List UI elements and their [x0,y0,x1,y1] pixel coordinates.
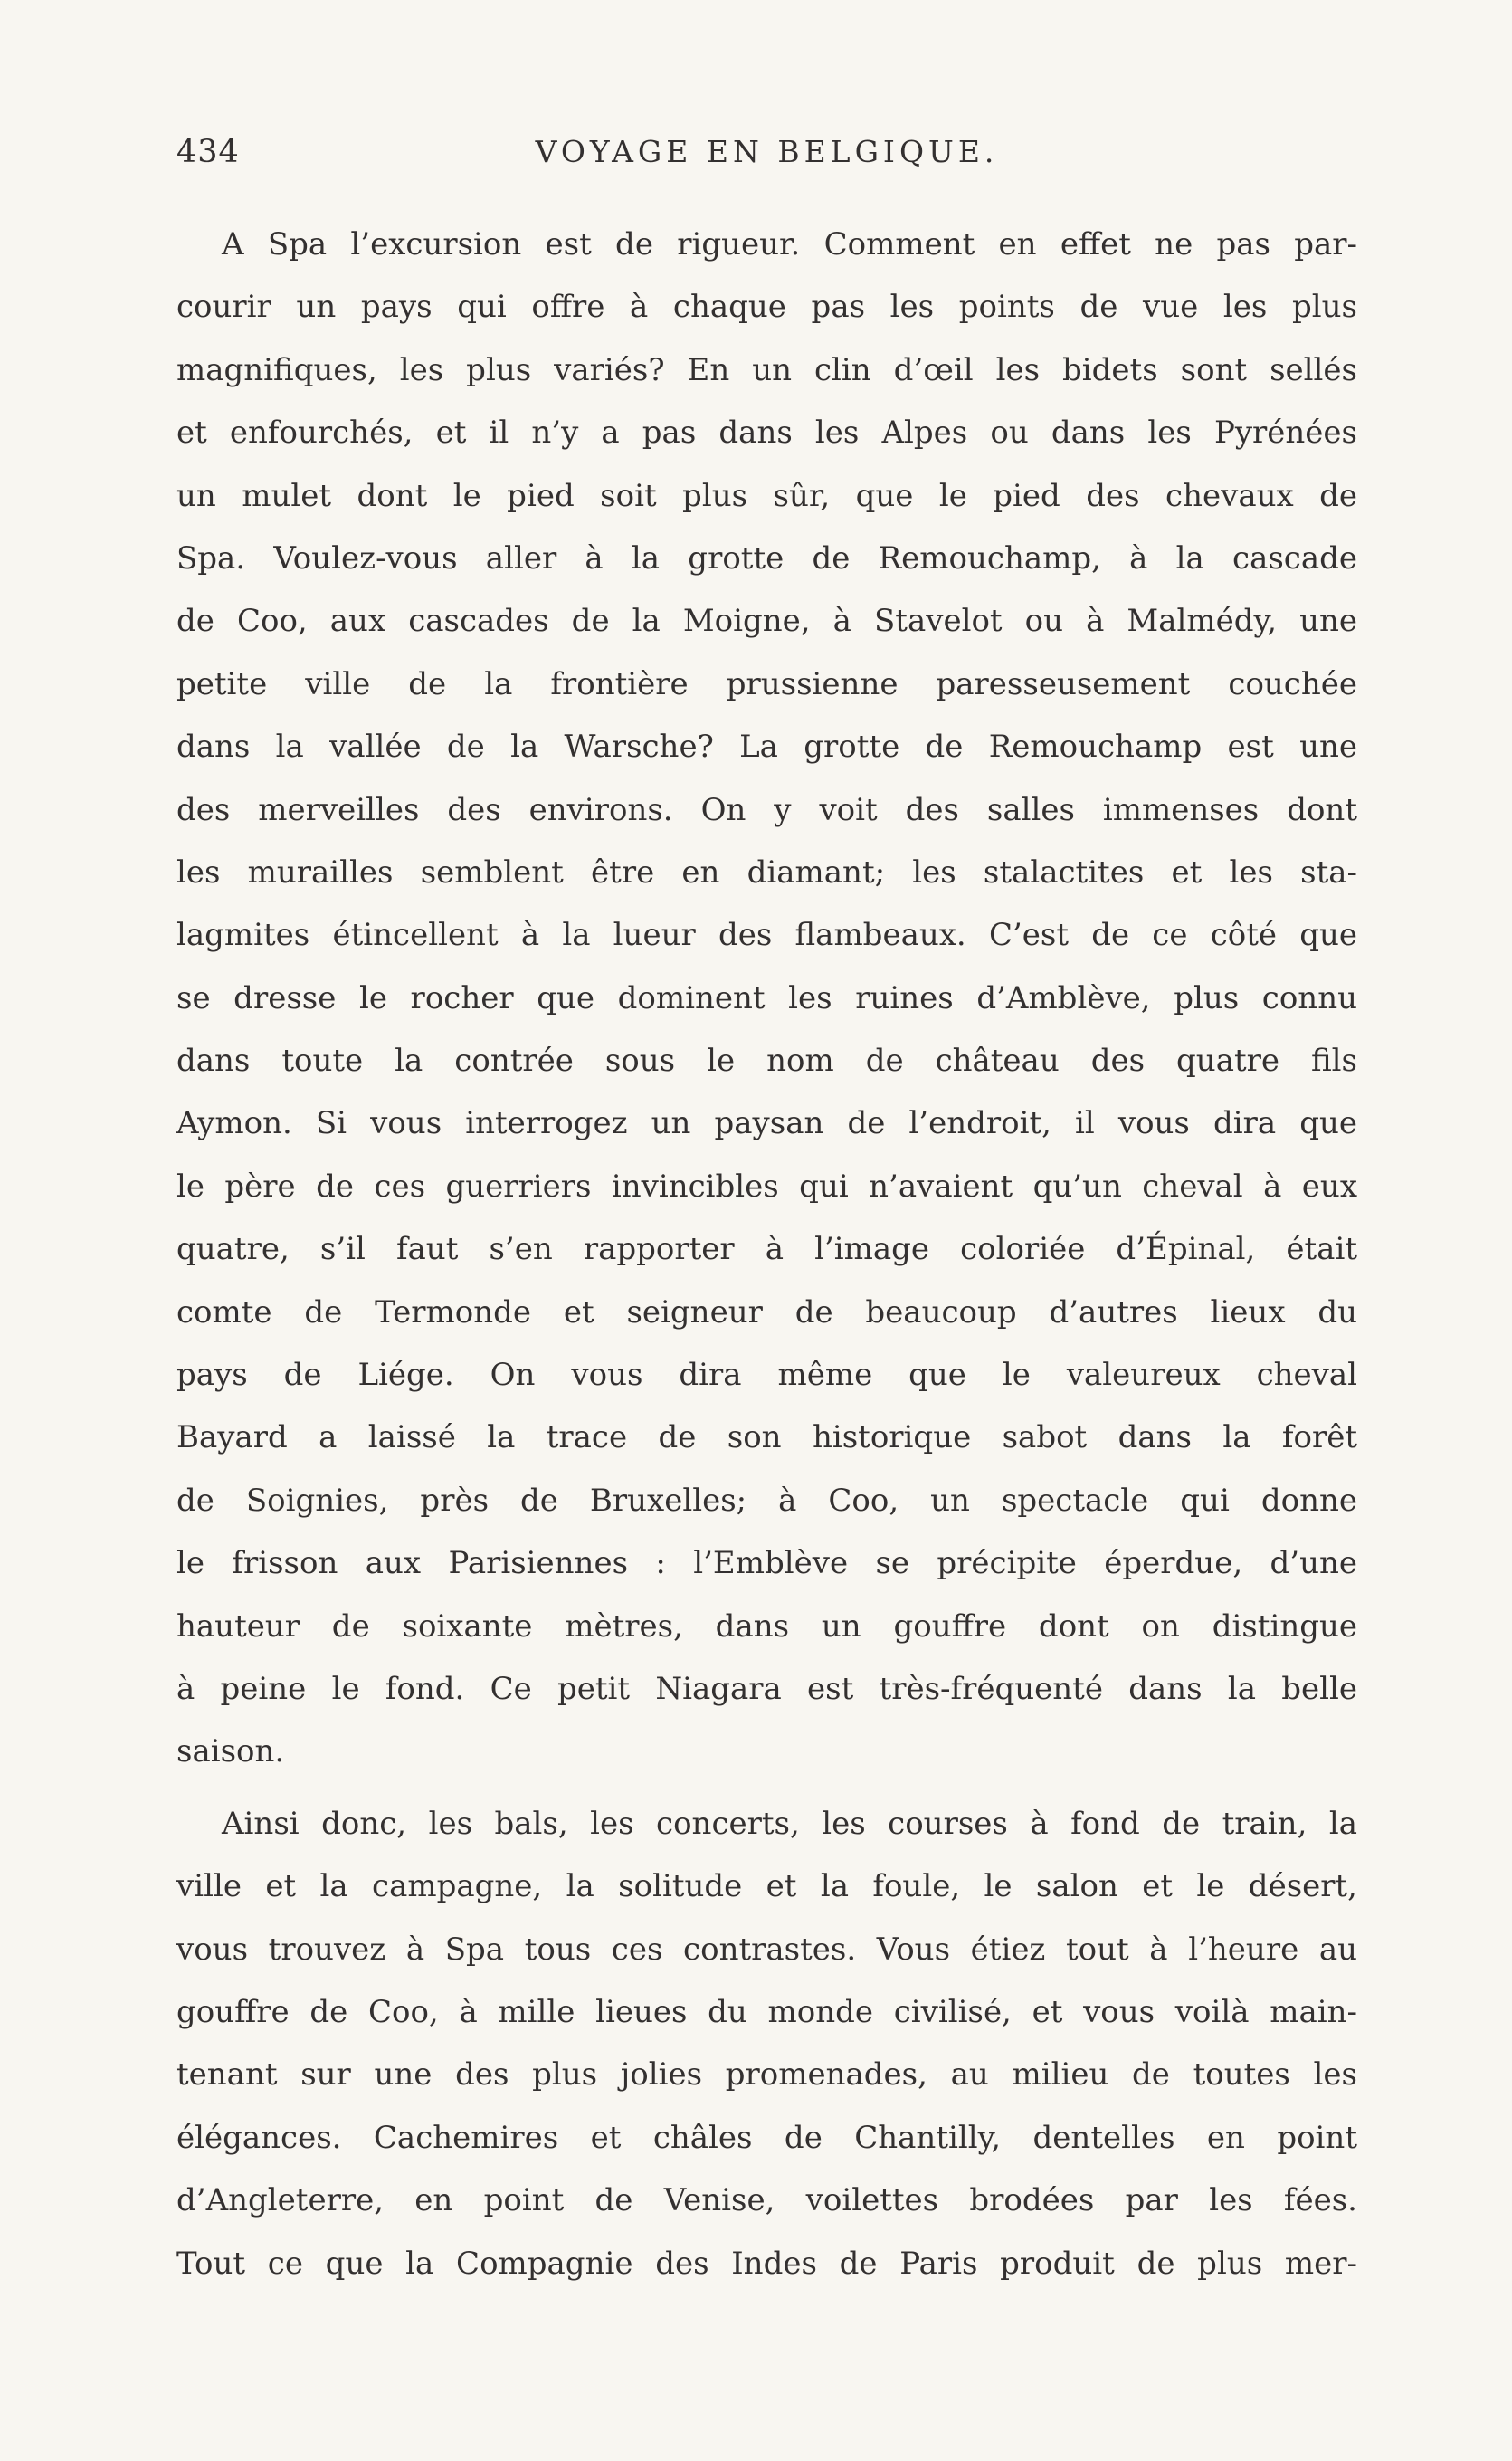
text-line: courir un pays qui offre à chaque pas les points de vue les plus [176,289,1357,326]
text-line: quatre, s’il faut s’en rapporter à l’image coloriée d’Épinal, était [176,1231,1357,1268]
text-line: comte de Termonde et seigneur de beaucoup d’autres lieux du [176,1293,1357,1331]
text-line: se dresse le rocher que dominent les ruines d’Amblève, plus connu [176,979,1357,1016]
page-number: 434 [176,134,240,170]
body-text [176,214,1357,2295]
text-line: dans la vallée de la Warsche? La grotte de Remouchamp est une [176,729,1357,766]
text-line: tenant sur une des plus jolies promenades, au milieu de toutes les [176,2056,1357,2094]
text-line: lagmites étincellent à la lueur des flambeaux. C’est de ce côté que [176,917,1357,954]
text-line: Tout ce que la Compagnie des Indes de Paris produit de plus mer- [176,2245,1357,2282]
paragraph-1 [176,214,1357,1784]
text-line: pays de Liége. On vous dira même que le valeureux cheval [176,1357,1357,1394]
text-line: à peine le fond. Ce petit Niagara est très-fréquenté dans la belle [176,1670,1357,1707]
text-line: un mulet dont le pied soit plus sûr, que le pied des chevaux de [176,477,1357,514]
text-line: saison. [176,1733,285,1770]
text-line: de Soignies, près de Bruxelles; à Coo, un spectacle qui donne [176,1482,1357,1519]
text-line: Spa. Voulez-vous aller à la grotte de Remouchamp, à la cascade [176,539,1357,577]
text-line: les murailles semblent être en diamant; les stalactites et les sta- [176,854,1357,891]
text-line: vous trouvez à Spa tous ces contrastes. Vous étiez tout à l’heure au [176,1931,1357,1968]
text-line: de Coo, aux cascades de la Moigne, à Stavelot ou à Malmédy, une [176,603,1357,640]
text-line: Aymon. Si vous interrogez un paysan de l’endroit, il vous dira que [176,1105,1357,1142]
running-title: VOYAGE EN BELGIQUE. [535,134,999,169]
text-line: le frisson aux Parisiennes : l’Emblève se précipite éperdue, d’une [176,1545,1357,1582]
running-head [176,134,1357,179]
text-line: le père de ces guerriers invincibles qui n’avaient qu’un cheval à eux [176,1168,1357,1205]
text-line: hauteur de soixante mètres, dans un gouffre dont on distingue [176,1607,1357,1645]
text-line: dans toute la contrée sous le nom de château des quatre fils [176,1043,1357,1080]
text-line: petite ville de la frontière prussienne paresseusement couchée [176,665,1357,702]
text-line: ville et la campagne, la solitude et la foule, le salon et le désert, [176,1868,1357,1905]
text-line: Bayard a laissé la trace de son historique sabot dans la forêt [176,1419,1357,1456]
paragraph-2 [176,1793,1357,2295]
paragraph-gap [176,1784,1357,1793]
text-line: Ainsi donc, les bals, les concerts, les courses à fond de train, la [222,1805,1357,1842]
text-line: et enfourchés, et il n’y a pas dans les Alpes ou dans les Pyrénées [176,415,1357,452]
text-line: d’Angleterre, en point de Venise, voilettes brodées par les fées. [176,2182,1357,2219]
text-line: magnifiques, les plus variés? En un clin d’œil les bidets sont sellés [176,351,1357,388]
text-line: gouffre de Coo, à mille lieues du monde civilisé, et vous voilà main- [176,1993,1357,2030]
text-line: A Spa l’excursion est de rigueur. Comment en effet ne pas par- [222,226,1357,262]
text-line: des merveilles des environs. On y voit des salles immenses dont [176,791,1357,828]
text-line: élégances. Cachemires et châles de Chantilly, dentelles en point [176,2119,1357,2156]
